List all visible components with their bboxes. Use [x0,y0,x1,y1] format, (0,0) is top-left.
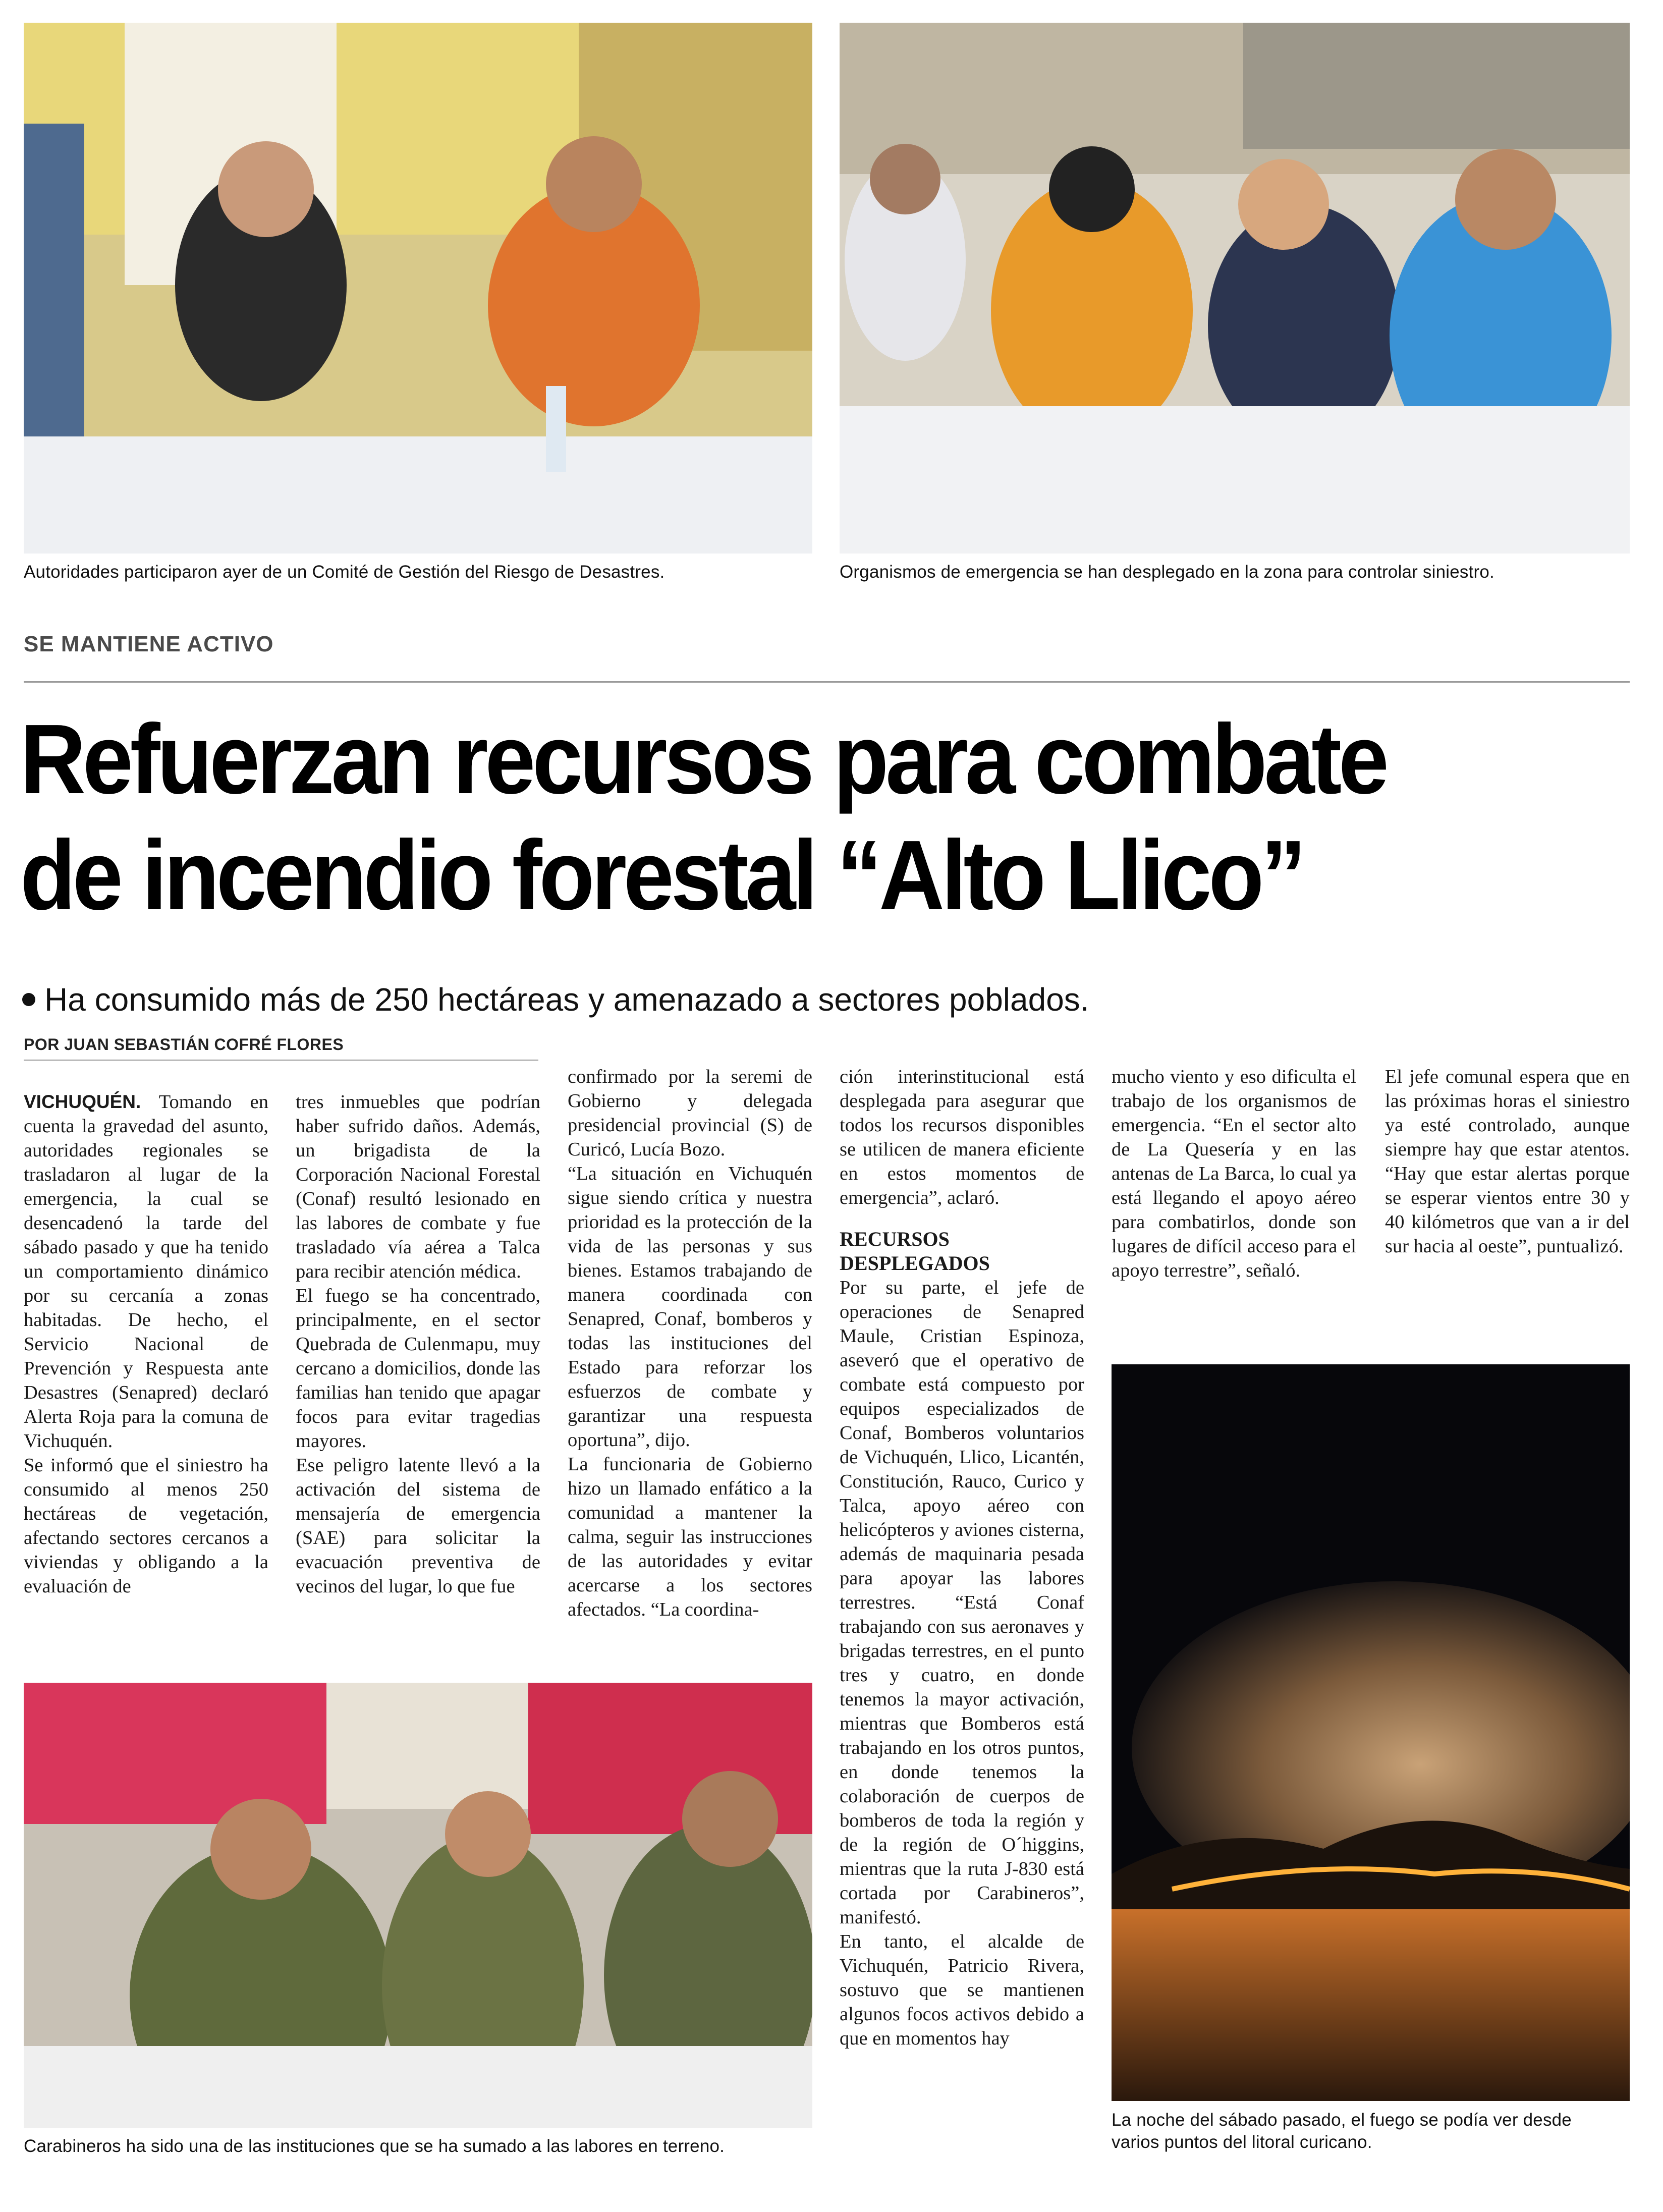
article-column-3 [568,1065,812,1622]
subhead-recursos-desplegados: RECURSOS DESPLEGADOS [840,1228,990,1275]
article-subtitle [22,981,1089,1018]
article-column-5 [1112,1065,1356,1283]
bullet-icon [22,993,35,1006]
photo-night-fire [1112,1364,1630,2101]
photo-carabineros [24,1683,812,2128]
dateline: VICHUQUÉN. [24,1091,141,1112]
caption-bottom-left: Carabineros ha sido una de las instituciones que se ha sumado a las labores en terreno. [24,2136,725,2156]
caption-top-left: Autoridades participaron ayer de un Comité de Gestión del Riesgo de Desastres. [24,562,665,582]
subtitle-text: Ha consumido más de 250 hectáreas y amenazado a sectores poblados. [44,981,1089,1018]
paragraph: Por su parte, el jefe de operaciones de Senapred Maule, Cristian Espinoza, aseveró que el operativo de combate está compuesto por equipos especializados de Conaf, Bomberos voluntarios de Vichuquén, Llico, Licantén, Constitución, Rauco, Curico y Talca, apoyo aéreo con helicópteros y aviones cisterna, además de maquinaria pesada para apoyar las labores terrestres. “Está Conaf trabajando con sus aeronaves y brigadas terrestres, en el punto tres y cuatro, en donde tenemos la mayor activación, mientras que Bomberos está trabajando en los otros puntos, en donde tenemos la colaboración de cuerpos de bomberos de toda la región y de la región de O´higgins, mientras que la ruta J-830 está cortada por Carabineros”, manifestó. [840,1277,1084,1928]
paragraph: “La situación en Vichuquén sigue siendo crítica y nuestra prioridad es la protección de la vida de las personas y sus bienes. Estamos trabajando de manera coordinada con Senapred, Conaf, bomberos y todas las instituciones del Estado para reforzar los esfuerzos de combate y garantizar una respuesta oportuna”, dijo. [568,1163,812,1451]
paragraph: tres inmuebles que podrían haber sufrido daños. Además, un brigadista de la Corporación Nacional Forestal (Conaf) resultó lesionado en las labores de combate y fue trasladado vía aérea a Talca para recibir atención médica. [296,1091,540,1282]
article-column-6 [1385,1065,1630,1258]
byline-divider [24,1060,538,1061]
article-column-2 [296,1090,540,1598]
paragraph: El jefe comunal espera que en las próximas horas el siniestro ya esté controlado, aunque siempre hay que estar atentos. “Hay que estar alertas porque se esperar vientos entre 30 y 40 kilómetros que van a ir del sur hacia al oeste”, puntualizó. [1385,1066,1630,1257]
article-byline: POR JUAN SEBASTIÁN COFRÉ FLORES [24,1035,344,1054]
article-kicker: SE MANTIENE ACTIVO [24,632,274,656]
paragraph: El fuego se ha concentrado, principalmente, en el sector Quebrada de Culenmapu, muy cercano a domicilios, donde las familias han tenido que apagar focos para evitar tragedias mayores. [296,1285,540,1452]
paragraph: Ese peligro latente llevó a la activación del sistema de mensajería de emergencia (SAE) para solicitar la evacuación preventiva de vecinos del lugar, lo que fue [296,1455,540,1597]
caption-top-right: Organismos de emergencia se han desplegado en la zona para controlar siniestro. [840,562,1494,582]
paragraph: La funcionaria de Gobierno hizo un llamado enfático a la comunidad a mantener la calma, seguir las instrucciones de las autoridades y evitar acercarse a los sectores afectados. “La coordina- [568,1454,812,1620]
paragraph: ción interinstitucional está desplegada para asegurar que todos los recursos disponibles se utilicen de manera eficiente en estos momentos de emergencia”, aclaró. [840,1066,1084,1208]
paragraph: En tanto, el alcalde de Vichuquén, Patricio Rivera, sostuvo que se mantienen algunos focos activos debido a que en momentos hay [840,1931,1084,2049]
kicker-divider [24,681,1630,683]
article-headline [20,701,1515,933]
headline-line-1: Refuerzan recursos para combate [20,704,1386,814]
article-column-1 [24,1090,268,1598]
paragraph: Se informó que el siniestro ha consumido al menos 250 hectáreas de vegetación, afectando sectores cercanos a viviendas y obligando a la evaluación de [24,1455,268,1597]
headline-line-2: de incendio forestal “Alto Llico” [20,820,1303,930]
article-column-4 [840,1065,1084,2051]
paragraph: VICHUQUÉN. Tomando en cuenta la gravedad del asunto, autoridades regionales se trasladaron al lugar de la emergencia, la cual se desencadenó la tarde del sábado pasado y que ha tenido un comportamiento dinámico por su cercanía a zonas habitadas. De hecho, el Servicio Nacional de Prevención y Respuesta ante Desastres (Senapred) declaró Alerta Roja para la comuna de Vichuquén. [24,1091,268,1452]
paragraph: mucho viento y eso dificulta el trabajo de los organismos de emergencia. “En el sector alto de La Quesería y en las antenas de La Barca, lo cual ya está llegando el apoyo aéreo para combatirlos, donde son lugares de difícil acceso para el apoyo terrestre”, señaló. [1112,1066,1356,1281]
paragraph: confirmado por la seremi de Gobierno y delegada presidencial provincial (S) de Curicó, Lucía Bozo. [568,1066,812,1160]
photo-emergency-organisms [840,23,1630,554]
photo-committee-meeting [24,23,812,554]
caption-night-fire: La noche del sábado pasado, el fuego se podía ver desde varios puntos del litoral curicano. [1112,2110,1572,2152]
